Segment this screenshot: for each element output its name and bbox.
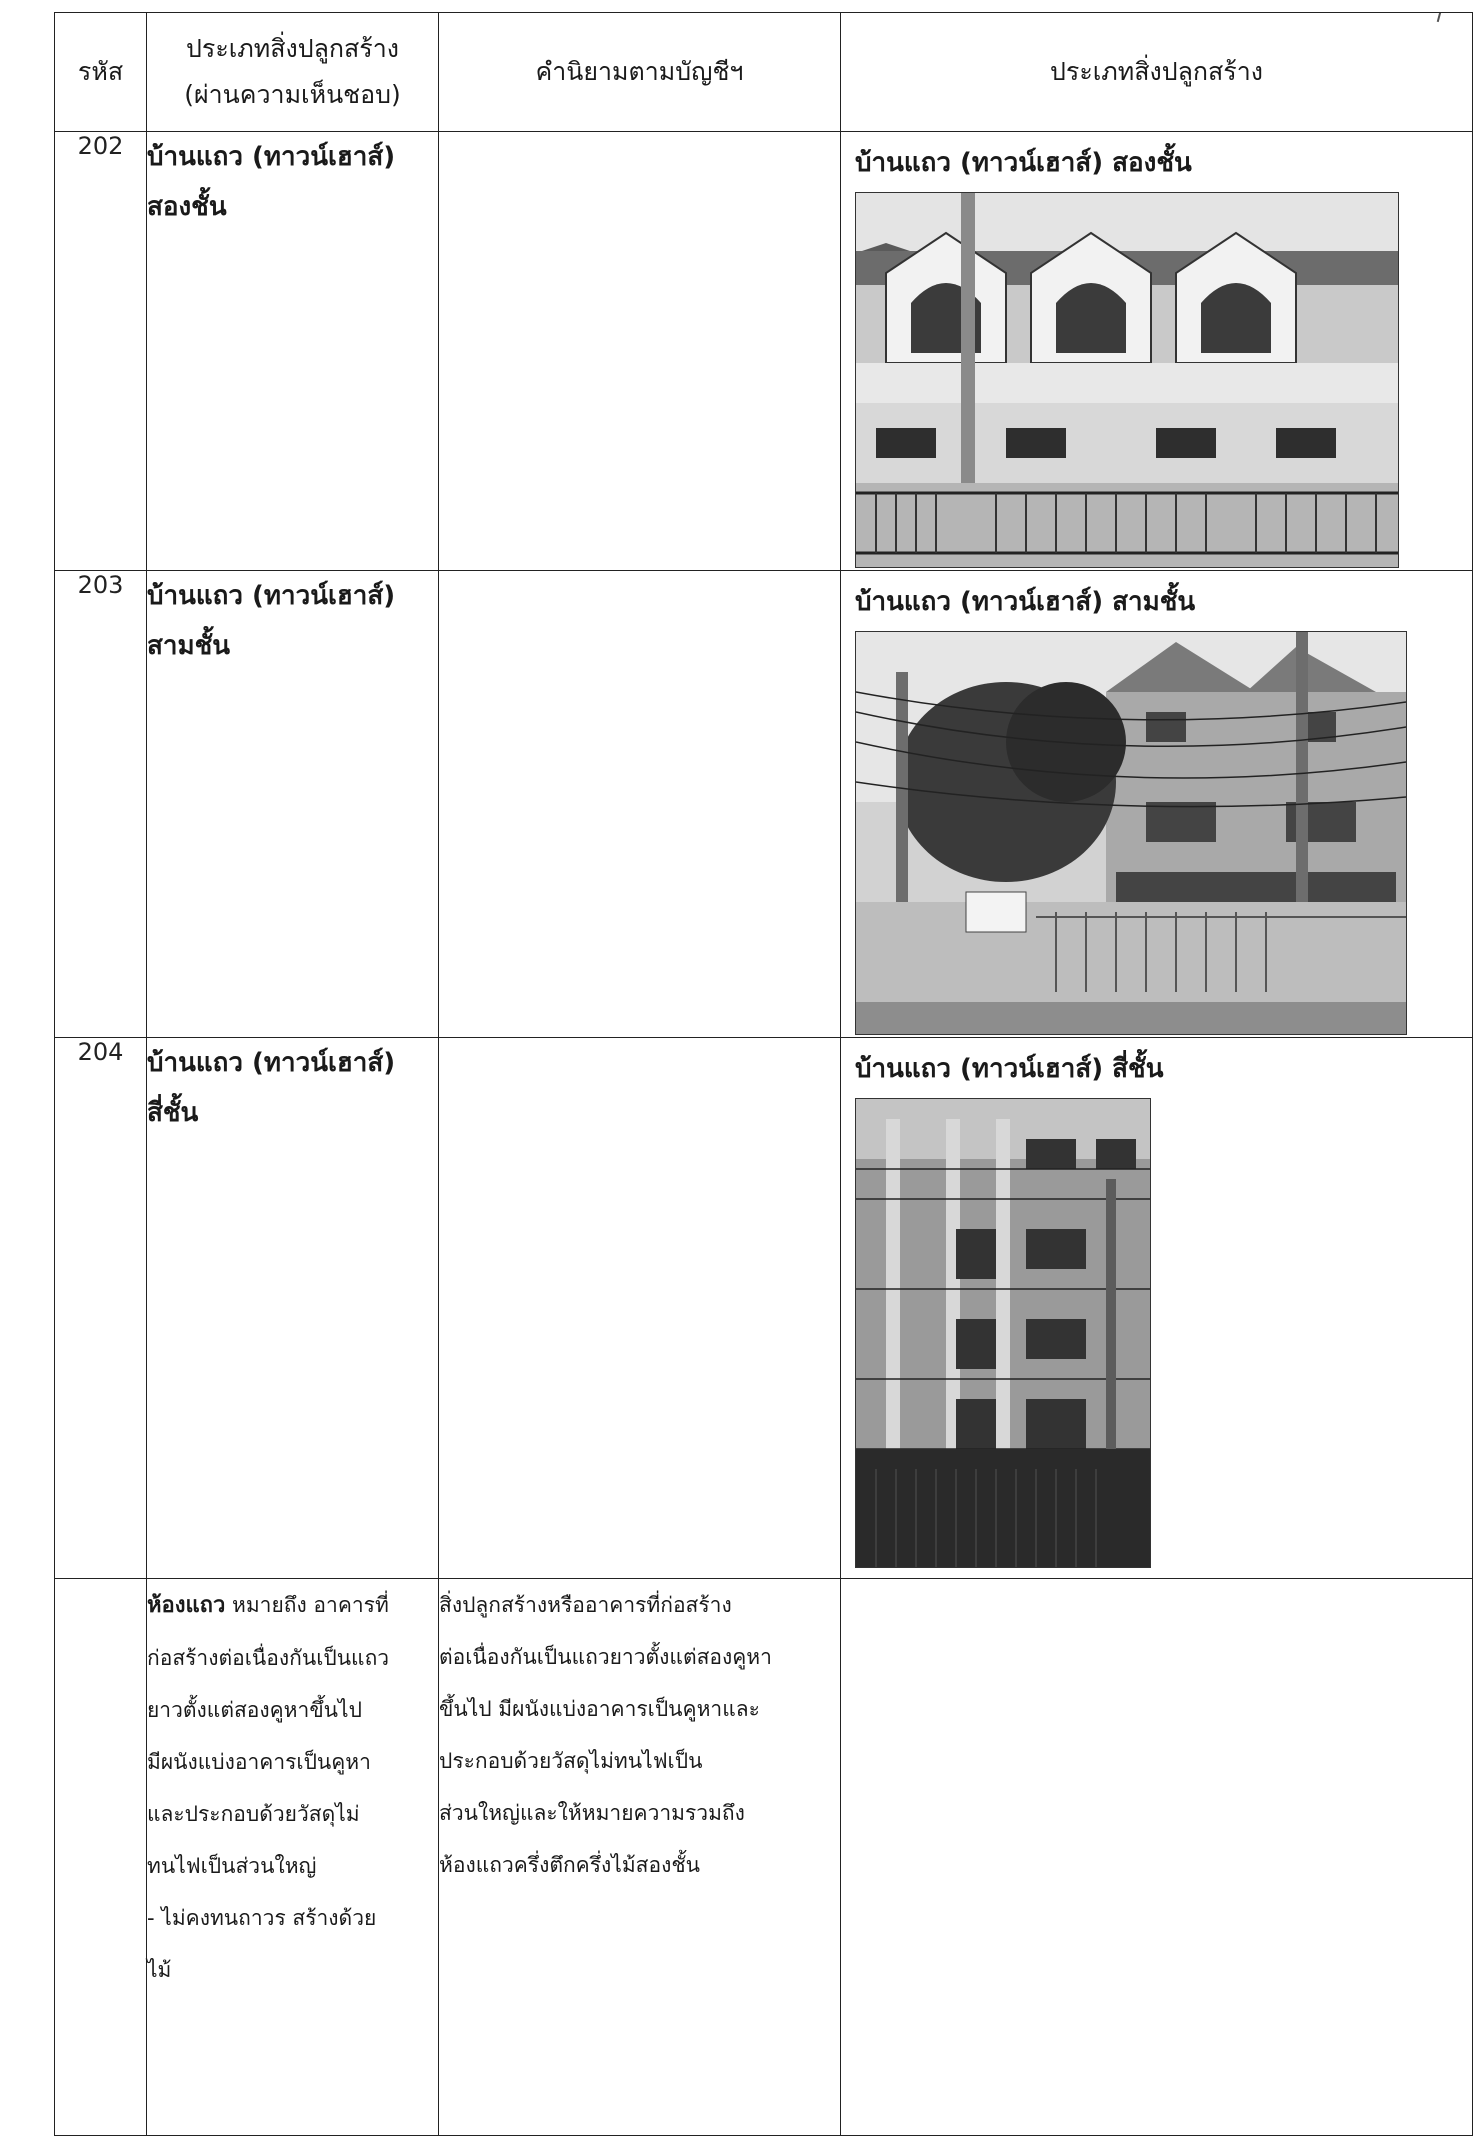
row-photo-cell <box>841 1038 1473 1579</box>
four-storey-townhouse-photo <box>855 1098 1151 1568</box>
header-type-line2: (ผ่านความเห็นชอบ) <box>184 80 401 109</box>
table-row <box>55 571 1473 1038</box>
three-storey-townhouse-photo <box>855 631 1407 1035</box>
row-definition <box>439 571 841 1038</box>
row-type-text: ทนไฟเป็นส่วนใหญ่ <box>147 1854 317 1878</box>
header-type-photo: ประเภทสิ่งปลูกสร้าง <box>841 13 1473 132</box>
row-type-line1: บ้านแถว (ทาวน์เฮาส์) <box>147 1048 396 1078</box>
row-photo-title: บ้านแถว (ทาวน์เฮาส์) สามชั้น <box>855 587 1196 617</box>
row-photo-cell <box>841 571 1473 1038</box>
row-photo-cell <box>841 132 1473 571</box>
header-type-line1: ประเภทสิ่งปลูกสร้าง <box>186 34 399 63</box>
row-code: 202 <box>55 132 147 571</box>
row-type-text: ก่อสร้างต่อเนื่องกันเป็นแถว <box>147 1646 390 1670</box>
row-definition <box>439 1038 841 1579</box>
row-type-text: หมายถึง อาคารที่ <box>225 1593 389 1617</box>
row-code: 203 <box>55 571 147 1038</box>
row-type-name <box>147 1038 439 1579</box>
table-row <box>55 132 1473 571</box>
row-type-text: มีผนังแบ่งอาคารเป็นคูหา <box>147 1750 371 1774</box>
row-definition <box>439 1579 841 2136</box>
row-type-text: ไม้ <box>147 1958 172 1982</box>
row-photo-title: บ้านแถว (ทาวน์เฮาส์) สองชั้น <box>855 148 1192 178</box>
row-type-name <box>147 571 439 1038</box>
definition-text: ส่วนใหญ่และให้หมายความรวมถึง <box>439 1801 745 1825</box>
row-type-line1: บ้านแถว (ทาวน์เฮาส์) <box>147 581 396 611</box>
row-type-term: ห้องแถว <box>147 1593 226 1618</box>
header-definition: คำนิยามตามบัญชีฯ <box>439 13 841 132</box>
row-photo-title: บ้านแถว (ทาวน์เฮาส์) สี่ชั้น <box>855 1054 1164 1084</box>
row-code: 204 <box>55 1038 147 1579</box>
building-type-table <box>54 12 1473 2136</box>
definition-text: ห้องแถวครึ่งตึกครึ่งไม้สองชั้น <box>439 1853 700 1877</box>
row-type-description <box>147 1579 439 2136</box>
row-type-text: - ไม่คงทนถาวร สร้างด้วย <box>147 1906 377 1930</box>
row-type-line2: สี่ชั้น <box>147 1098 199 1128</box>
row-code <box>55 1579 147 2136</box>
header-code: รหัส <box>55 13 147 132</box>
row-type-line2: สองชั้น <box>147 192 227 222</box>
row-photo-cell <box>841 1579 1473 2136</box>
header-type-approved <box>147 13 439 132</box>
row-type-line2: สามชั้น <box>147 631 231 661</box>
row-definition <box>439 132 841 571</box>
definition-text: ขึ้นไป มีผนังแบ่งอาคารเป็นคูหาและ <box>439 1697 760 1721</box>
definition-text: ประกอบด้วยวัสดุไม่ทนไฟเป็น <box>439 1749 703 1773</box>
row-type-line1: บ้านแถว (ทาวน์เฮาส์) <box>147 142 396 172</box>
row-type-text: และประกอบด้วยวัสดุไม่ <box>147 1802 360 1826</box>
table-row <box>55 1038 1473 1579</box>
table-header-row <box>55 13 1473 132</box>
table-row <box>55 1579 1473 2136</box>
definition-text: สิ่งปลูกสร้างหรืออาคารที่ก่อสร้าง <box>439 1593 732 1617</box>
row-type-text: ยาวตั้งแต่สองคูหาขึ้นไป <box>147 1698 362 1722</box>
two-storey-townhouse-photo <box>855 192 1399 568</box>
definition-text: ต่อเนื่องกันเป็นแถวยาวตั้งแต่สองคูหา <box>439 1645 772 1669</box>
row-type-name <box>147 132 439 571</box>
